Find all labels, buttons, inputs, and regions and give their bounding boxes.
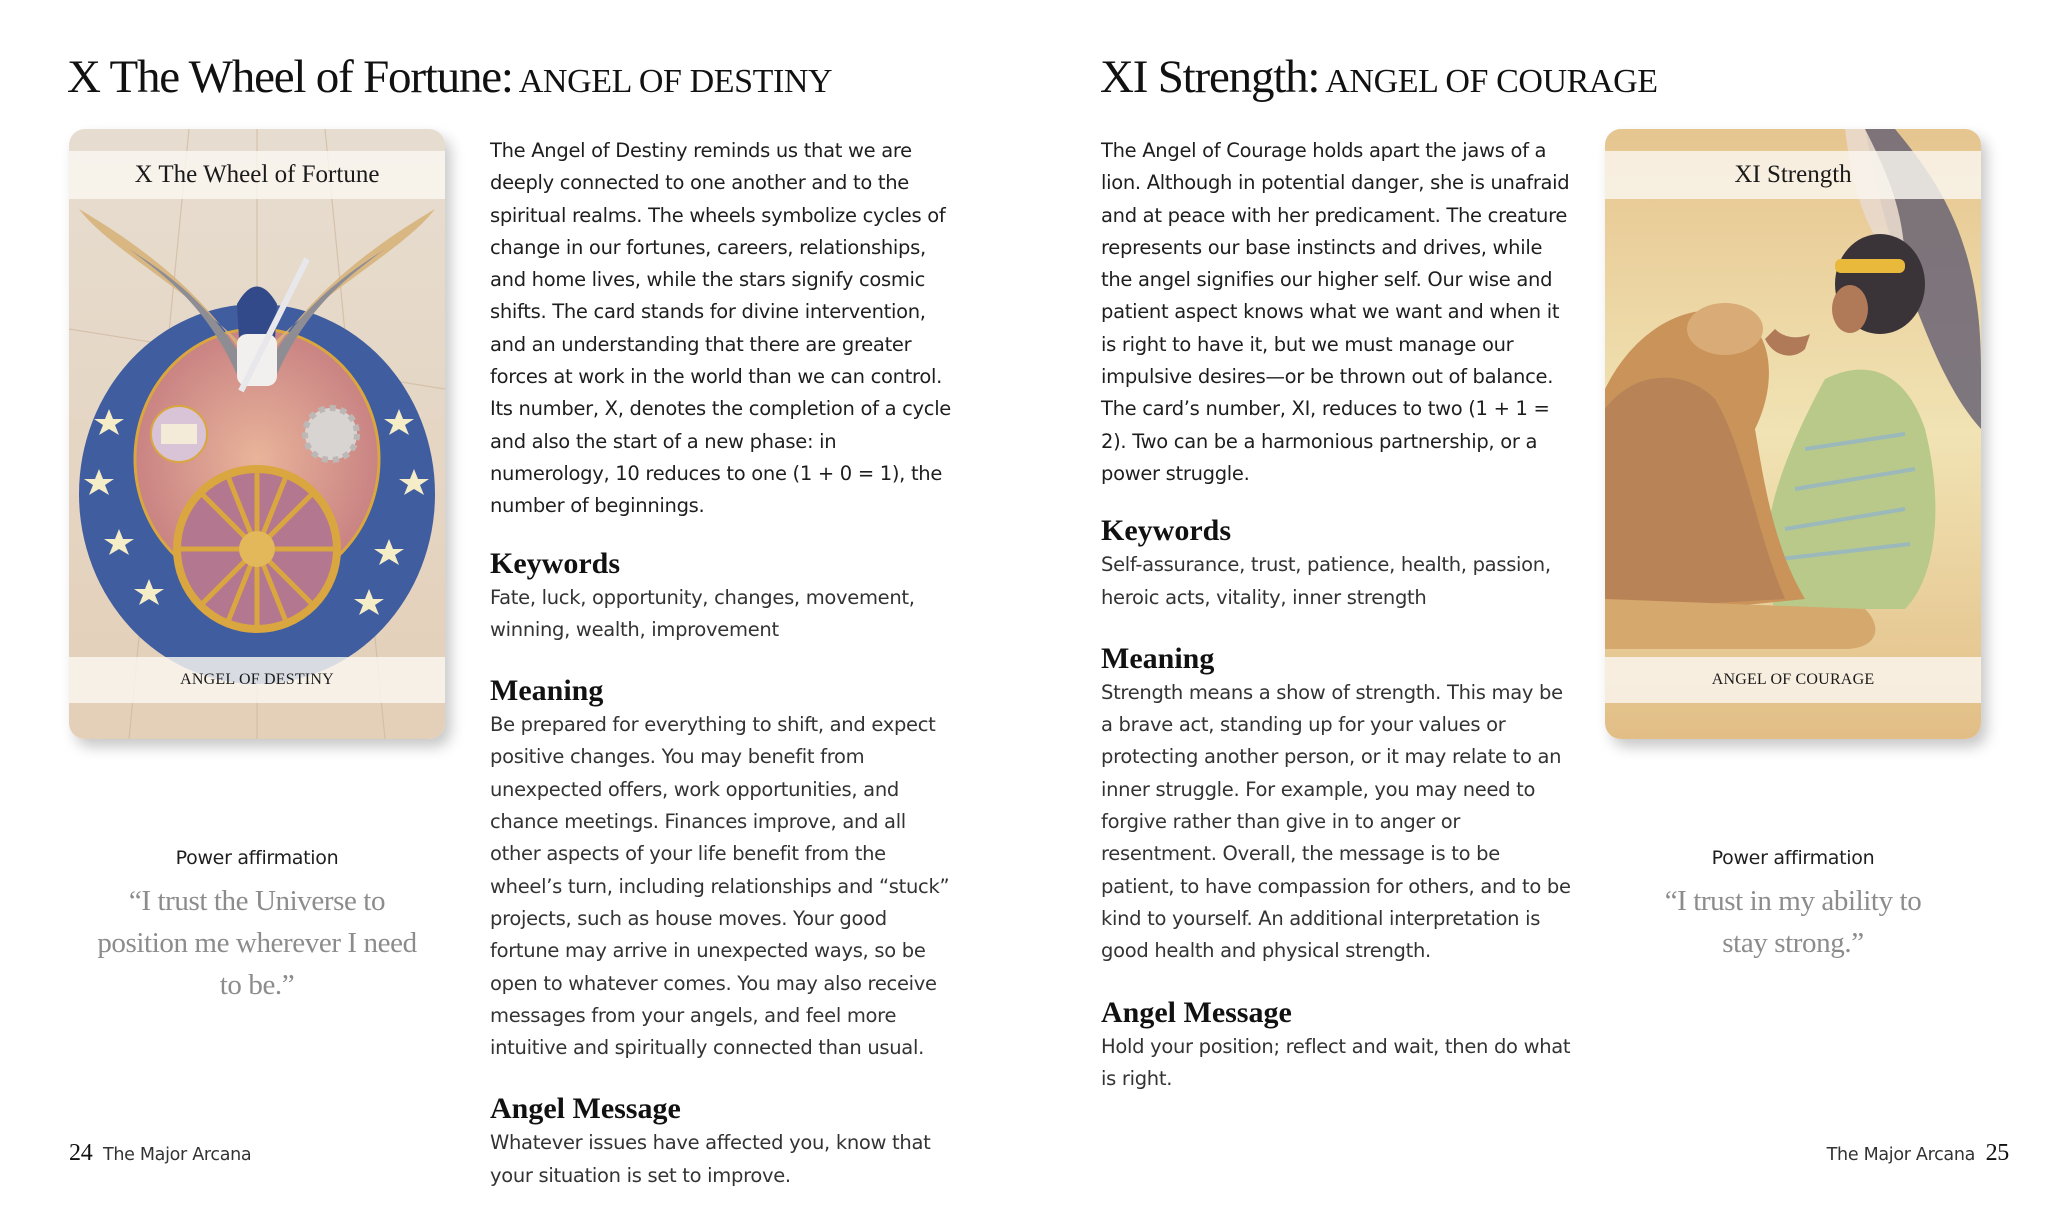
text-column <box>1101 135 1571 1095</box>
affirmation-quote: “I trust in my ability to stay strong.” <box>1664 885 1922 959</box>
section-name: The Major Arcana <box>102 1145 252 1165</box>
card-bottom-label: ANGEL OF DESTINY <box>69 657 445 703</box>
card-top-label: X The Wheel of Fortune <box>69 151 445 199</box>
card-title-main: XI Strength: <box>1100 51 1320 103</box>
page-footer <box>1827 1140 2009 1167</box>
angel-message-text: Hold your position; reflect and wait, then do what is right. <box>1101 1034 1571 1090</box>
right-page <box>1024 0 2048 1213</box>
card-top-label: XI Strength <box>1605 151 1981 199</box>
affirmation-label: Power affirmation <box>1711 847 1875 869</box>
text-column <box>490 135 960 1192</box>
affirmation-label: Power affirmation <box>175 847 339 869</box>
meaning-text: Be prepared for everything to shift, and expect positive changes. You may benefit from unexpected offers, work opportunities, and chance meetings. Finances improve, and all other aspects of your life benefit from the wheel’s turn, including relationships and “stuck” projects, such as house moves. Your good fortune may arrive in unexpected ways, so be open to whatever comes. You may also receive messages from your angels, and feel more intuitive and spiritually connected than usual. <box>490 713 950 1060</box>
section-name: The Major Arcana <box>1826 1145 1976 1165</box>
page-number: 24 <box>69 1140 93 1166</box>
card-title-main: X The Wheel of Fortune: <box>67 51 513 103</box>
card-title-subtitle: ANGEL OF COURAGE <box>1325 63 1658 100</box>
meaning-heading: Meaning <box>1101 641 1215 675</box>
affirmation-quote: “I trust the Universe to position me wherever I need to be.” <box>97 885 417 1001</box>
angel-message-heading: Angel Message <box>490 1092 681 1126</box>
keywords-text: Fate, luck, opportunity, changes, movement, winning, wealth, improvement <box>490 585 915 641</box>
intro-paragraph: The Angel of Courage holds apart the jaws of a lion. Although in potential danger, she is unafraid and at peace with her predicament. The creature represents our base instincts and drives, while the angel signifies our higher self. Our wise and patient aspect knows what we want and when it is right to have it, but we must manage our impulsive desires—or be thrown out of balance. The card’s number, XI, reduces to two (1 + 1 = 2). Two can be a harmonious partnership, or a power struggle. <box>1101 139 1570 485</box>
tarot-card-image <box>1605 129 1981 739</box>
page-footer <box>69 1140 251 1167</box>
keywords-heading: Keywords <box>490 546 620 580</box>
wheel-of-fortune-illustration <box>69 129 445 739</box>
intro-paragraph: The Angel of Destiny reminds us that we are deeply connected to one another and to the spiritual realms. The wheels symbolize cycles of change in our fortunes, careers, relationships, and home lives, while the stars signify cosmic shifts. The card stands for divine intervention, and an understanding that there are greater forces at work in the world than we can control. Its number, X, denotes the completion of a cycle and also the start of a new phase: in numerology, 10 reduces to one (1 + 0 = 1), the number of beginnings. <box>490 139 952 518</box>
card-bottom-label: ANGEL OF COURAGE <box>1605 657 1981 703</box>
card-title-subtitle: ANGEL OF DESTINY <box>518 63 833 100</box>
meaning-text: Strength means a show of strength. This may be a brave act, standing up for your values or protecting another person, or it may relate to an inner struggle. For example, you may need to forgive rather than give in to anger or resentment. Overall, the message is to be patient, to have compassion for others, and to be kind to yourself. An additional interpretation is good health and physical strength. <box>1101 680 1571 963</box>
angel-message-text: Whatever issues have affected you, know that your situation is set to improve. <box>490 1131 931 1187</box>
card-title <box>1100 51 1658 103</box>
tarot-card-image <box>69 129 445 739</box>
angel-message-heading: Angel Message <box>1101 995 1292 1029</box>
card-title <box>67 51 833 103</box>
strength-illustration <box>1605 129 1981 739</box>
page-number: 25 <box>1985 1140 2009 1166</box>
keywords-heading: Keywords <box>1101 514 1231 548</box>
meaning-heading: Meaning <box>490 674 604 708</box>
keywords-text: Self-assurance, trust, patience, health, passion, heroic acts, vitality, inner strength <box>1101 553 1551 609</box>
